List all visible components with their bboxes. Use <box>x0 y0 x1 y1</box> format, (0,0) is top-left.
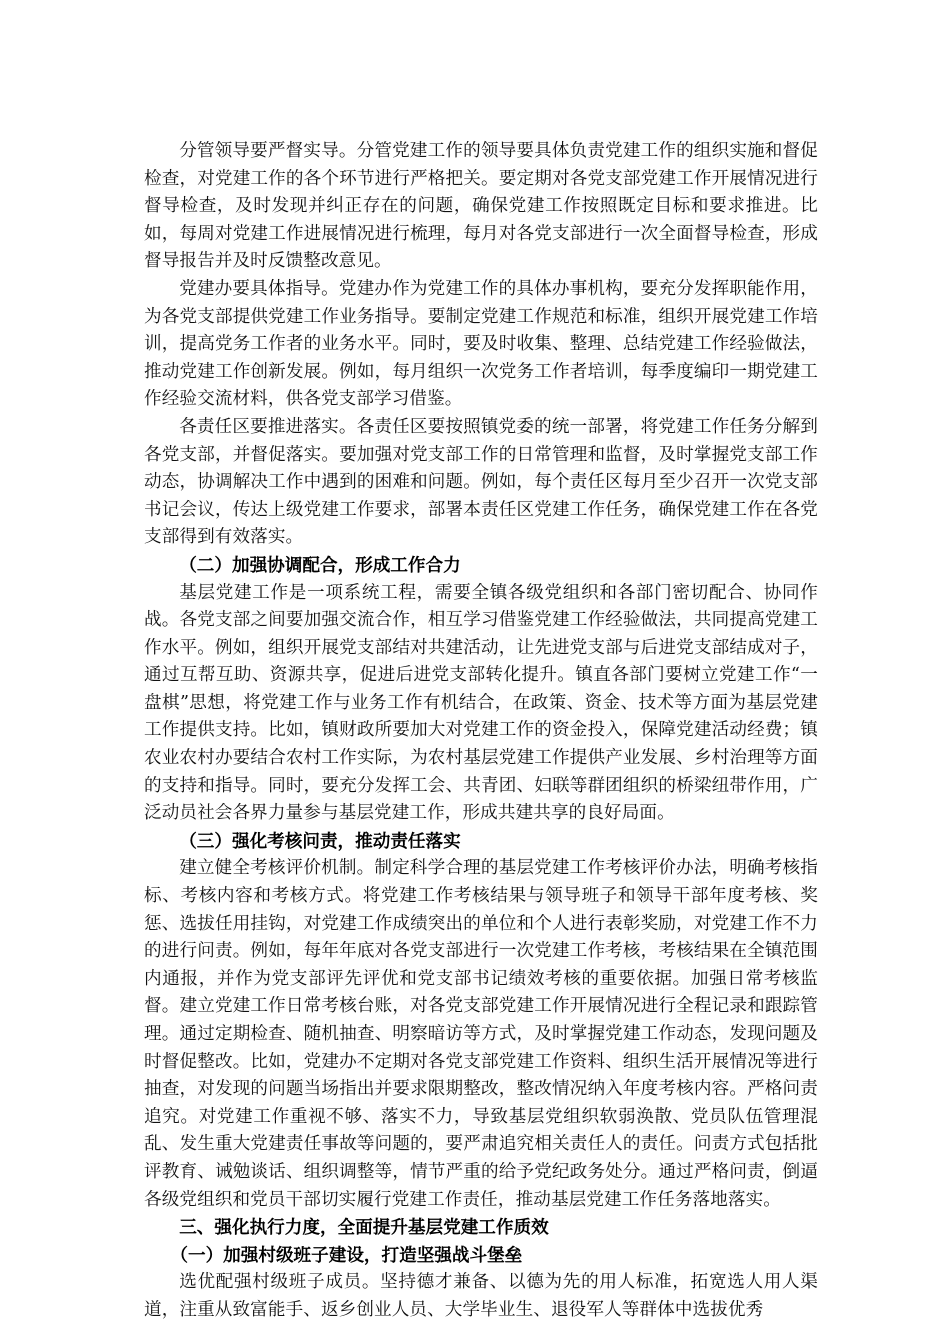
paragraph-village-team: 选优配强村级班子成员。坚持德才兼备、以德为先的用人标准，拓宽选人用人渠道，注重从致富能手、返乡创业人员、大学毕业生、退役军人等群体中选拔优秀 <box>144 1272 818 1320</box>
paragraph-responsibility-zones: 各责任区要推进落实。各责任区要按照镇党委的统一部署，将党建工作任务分解到各党支部，并督促落实。要加强对党支部工作的日常管理和监督，及时掌握党支部工作动态，协调解决工作中遇到的困难和问题。例如，每个责任区每月至少召开一次党支部书记会议，传达上级党建工作要求，部署本责任区党建工作任务，确保党建工作在各党支部得到有效落实。 <box>144 416 818 548</box>
heading-assessment-accountability: （三）强化考核问责，推动责任落实 <box>179 830 461 852</box>
heading-coordination: （二）加强协调配合，形成工作合力 <box>179 554 461 576</box>
paragraph-assessment-accountability: 建立健全考核评价机制。制定科学合理的基层党建工作考核评价办法，明确考核指标、考核内容和考核方式。将党建工作考核结果与领导班子和领导干部年度考核、奖惩、选拔任用挂钩，对党建工作成绩突出的单位和个人进行表彰奖励，对党建工作不力的进行问责。例如，每年年底对各党支部进行一次党建工作考核，考核结果在全镇范围内通报，并作为党支部评先评优和党支部书记绩效考核的重要依据。加强日常考核监督。建立党建工作日常考核台账，对各党支部党建工作开展情况进行全程记录和跟踪管理。通过定期检查、随机抽查、明察暗访等方式，及时掌握党建工作动态，发现问题及时督促整改。比如，党建办不定期对各党支部党建工作资料、组织生活开展情况等进行抽查，对发现的问题当场指出并要求限期整改，整改情况纳入年度考核内容。严格问责追究。对党建工作重视不够、落实不力，导致基层党组织软弱涣散、党员队伍管理混乱、发生重大党建责任事故等问题的，要严肃追究相关责任人的责任。问责方式包括批评教育、诫勉谈话、组织调整等，情节严重的给予党纪政务处分。通过严格问责，倒逼各级党组织和党员干部切实履行党建工作责任，推动基层党建工作任务落地落实。 <box>144 858 818 1210</box>
paragraph-supervision-leader: 分管领导要严督实导。分管党建工作的领导要具体负责党建工作的组织实施和督促检查，对党建工作的各个环节进行严格把关。要定期对各党支部党建工作开展情况进行督导检查，及时发现并纠正存在的问题，确保党建工作按照既定目标和要求推进。比如，每周对党建工作进展情况进行梳理，每月对各党支部进行一次全面督导检查，形成督导报告并及时反馈整改意见。 <box>144 141 818 272</box>
heading-section-three: 三、强化执行力度，全面提升基层党建工作质效 <box>179 1217 549 1239</box>
heading-village-team: （一）加强村级班子建设，打造坚强战斗堡垒 <box>170 1244 523 1266</box>
document-page <box>144 138 818 1325</box>
paragraph-coordination: 基层党建工作是一项系统工程，需要全镇各级党组织和各部门密切配合、协同作战。各党支部之间要加强交流合作，相互学习借鉴党建工作经验做法，共同提高党建工作水平。例如，组织开展党支部结对共建活动，让先进党支部与后进党支部结成对子，通过互帮互助、资源共享，促进后进党支部转化提升。镇直各部门要树立党建工作“一盘棋”思想，将党建工作与业务工作有机结合，在政策、资金、技术等方面为基层党建工作提供支持。比如，镇财政所要加大对党建工作的资金投入，保障党建活动经费；镇农业农村办要结合农村工作实际，为农村基层党建工作提供产业发展、乡村治理等方面的支持和指导。同时，要充分发挥工会、共青团、妇联等群团组织的桥梁纽带作用，广泛动员社会各界力量参与基层党建工作，形成共建共享的良好局面。 <box>144 582 818 824</box>
paragraph-party-office-guidance: 党建办要具体指导。党建办作为党建工作的具体办事机构，要充分发挥职能作用，为各党支部提供党建工作业务指导。要制定党建工作规范和标准，组织开展党建工作培训，提高党务工作者的业务水平。同时，要及时收集、整理、总结党建工作经验做法，推动党建工作创新发展。例如，每月组织一次党务工作者培训，每季度编印一期党建工作经验交流材料，供各党支部学习借鉴。 <box>144 278 818 410</box>
